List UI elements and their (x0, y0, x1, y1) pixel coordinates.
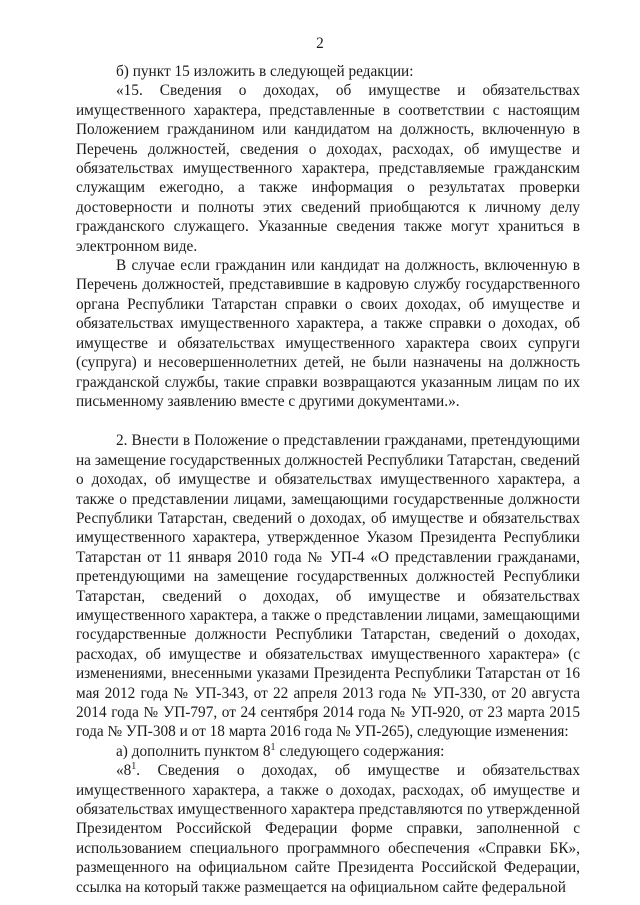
superscript-mark: 1 (131, 761, 137, 773)
paragraph-item-a-tail: следующего содержания: (275, 742, 445, 760)
paragraph-return-certificates: В случае если гражданин или кандидат на должность, включенную в Перечень должностей, представившие в кадровую службу государственного органа Республики Татарстан справки о своих доходах, об имуществе и обязательствах имущественного характера, а также справки о доходах, об имуществе и обязательствах имущественного характера своих супруги (супруга) и несовершеннолетних детей, не были назначены на должность гражданской службы, такие справки возвращаются указанным лицам по их письменному заявлению вместе с другими документами.». (76, 257, 580, 410)
paragraph-item-a (76, 742, 580, 761)
paragraph-item-b: б) пункт 15 изложить в следующей редакции: (116, 63, 414, 80)
paragraph-point-15: «15. Сведения о доходах, об имуществе и обязательствах имущественного характера, представленные в соответствии с настоящим Положением гражданином или кандидатом на должность, включенную в Перечень должностей, сведения о доходах, расходах, об имуществе и обязательствах имущественного характера, представляемые гражданским служащим ежегодно, а также информация о результатах проверки достоверности и полноты этих сведений приобщаются к личному делу гражданского служащего. Указанные сведения также могут храниться в электронном виде. (76, 82, 580, 255)
document-body (76, 62, 580, 897)
paragraph-point-8-1-lead: «8 (116, 762, 132, 780)
paragraph-point-8-1-tail: . Сведения о доходах, об имуществе и обязательствах имущественного характера, а также о доходах, расходах, об имуществе и обязательствах имущественного характера представляются по утвержденной Президентом Российской Федерации форме справки, заполненной с использованием специального программного обеспечения «Справки БК», размещенного на официальном сайте Президента Российской Федерации, ссылка на который также размещается на официальном сайте федеральной (76, 762, 580, 896)
superscript-mark: 1 (270, 741, 276, 753)
page-number: 2 (316, 35, 324, 52)
paragraph-item-a-lead: а) дополнить пунктом 8 (116, 742, 271, 760)
section-gap (76, 411, 580, 431)
paragraph-section-2: 2. Внести в Положение о представлении гражданами, претендующими на замещение государственных должностей Республики Татарстан, сведений о доходах, об имуществе и обязательствах имущественного характера, а также о представлении лицами, замещающими государственные должности Республики Татарстан, сведений о доходах, об имуществе и обязательствах имущественного характера, утвержденное Указом Президента Республики Татарстан от 11 января 2010 года № УП-4 «О представлении гражданами, претендующими на замещение государственных должностей Республики Татарстан, сведений о доходах, об имуществе и обязательствах имущественного характера, а также о представлении лицами, замещающими государственные должности Республики Татарстан, сведений о доходах, расходах, об имуществе и обязательствах имущественного характера» (с изменениями, внесенными указами Президента Республики Татарстан от 16 мая 2012 года № УП-343, от 22 апреля 2013 года № УП-330, от 20 августа 2014 года № УП-797, от 24 сентября 2014 года № УП-920, от 23 марта 2015 года № УП-308 и от 18 марта 2016 года № УП-265), следующие изменения: (76, 432, 580, 741)
paragraph-point-8-1 (76, 761, 580, 897)
